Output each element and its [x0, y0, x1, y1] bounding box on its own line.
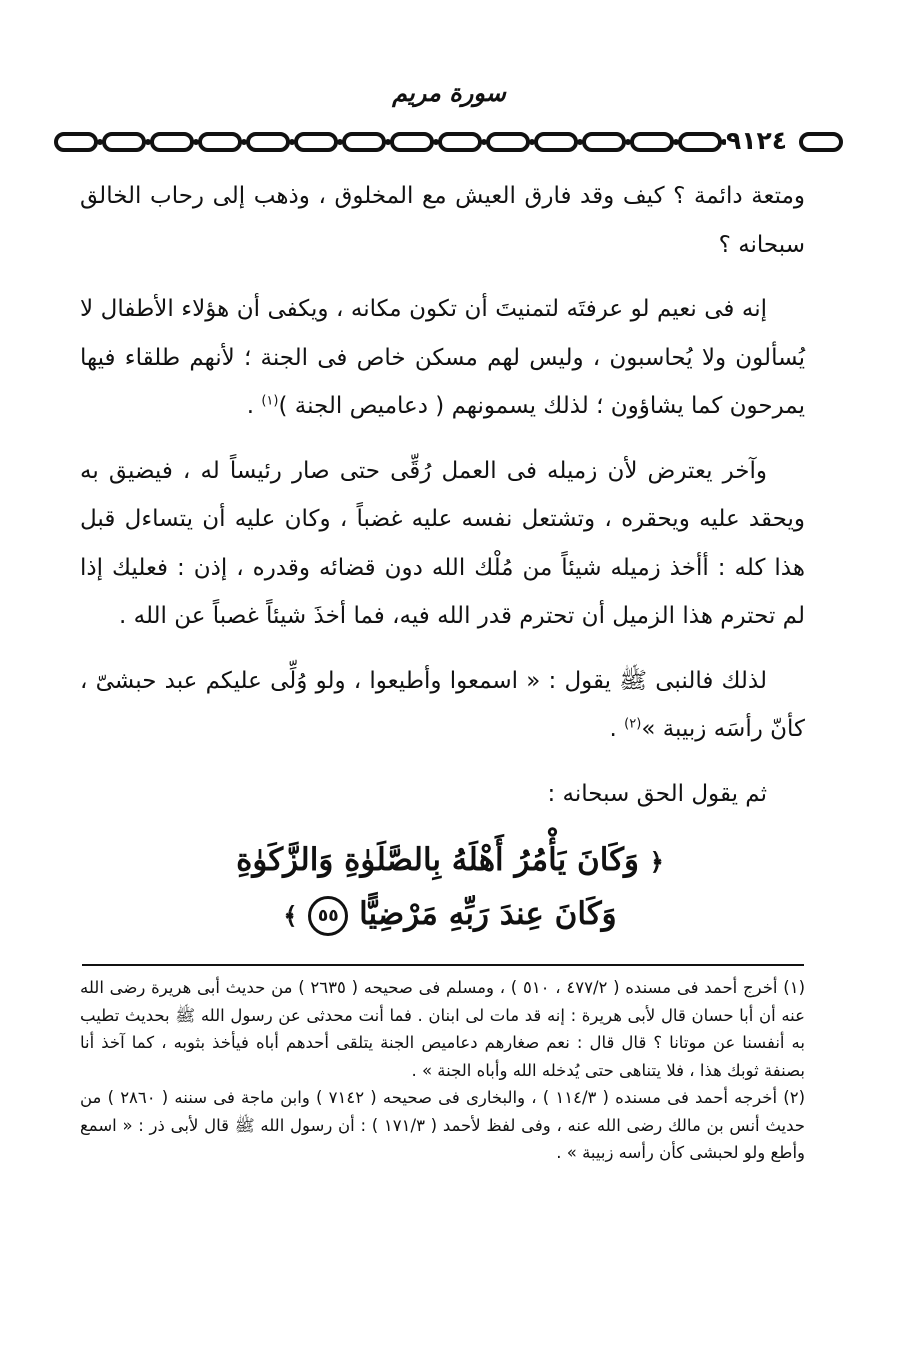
paragraph-1: ومتعة دائمة ؟ كيف وقد فارق العيش مع المخلوق ، وذهب إلى رحاب الخالق سبحانه ؟ [80, 183, 805, 258]
footnote-ref-1: (١) [261, 393, 279, 409]
main-text [80, 172, 805, 818]
footnote-1: (١) أخرج أحمد فى مسنده ( ٤٧٧/٢ ، ٥١٠ ) ، ومسلم فى صحيحه ( ٢٦٣٥ ) من حديث أبى هريرة رضى الله عنه أن أبا حسان قال لأبى هريرة : إنه قد مات لى ابنان . فما أنت محدثى عن رسول الله ﷺ بحديث تطيب به أنفسنا عن موتانا ؟ قال قال : نعم صغارهم دعاميص الجنة يتلقى أحدهم أباه فيأخذ بثوبه ، كما آخذ أنا بصنفة ثوبك هذا ، فلا يتناهى حتى يُدخله الله وأباه الجنة » . [80, 978, 805, 1080]
open-bracket-ornament-icon: ﴿ [649, 847, 664, 876]
header-rule [54, 124, 844, 160]
paragraph-3: وآخر يعترض لأن زميله فى العمل رُقِّى حتى صار رئيساً له ، فيضيق به ويحقد عليه ويحقره ، وتشتعل نفسه عليه غضباً ، وكان عليه أن يتساءل قبل هذا كله : أأخذ زميله شيئاً من مُلْك الله دون قضائه وقدره ، إذن : فعليك إذا لم تحترم هذا الزميل أن تحترم قدر الله فيه، فما أخذَ شيئاً غصباً عن الله . [80, 457, 805, 629]
verse-line-1: ﴿ وَكَانَ يَأْمُرُ أَهْلَهُ بِالصَّلَوٰةِ وَالزَّكَوٰةِ [180, 834, 720, 888]
footnote-ref-2: (٢) [624, 716, 642, 732]
page-number: ٩١٢٤ [726, 126, 788, 155]
footnote-2: (٢) أخرجه أحمد فى مسنده ( ١١٤/٣ ) ، والبخارى فى صحيحه ( ٧١٤٢ ) وابن ماجة فى سننه ( ٢٨٦٠ ) من حديث أنس بن مالك رضى الله عنه ، وفى لفظ لأحمد ( ١٧١/٣ ) : أن رسول الله ﷺ قال لأبى ذر : « اسمع وأطع ولو لحبشى كأن رأسه زبيبة » . [80, 1088, 806, 1162]
close-bracket-ornament-icon: ﴾ [283, 901, 298, 930]
verse-line-2: وَكَانَ عِندَ رَبِّهِ مَرْضِيًّا ٥٥ ﴾ [180, 888, 720, 942]
paragraph-2: إنه فى نعيم لو عرفتَه لتمنيتَ أن تكون مكانه ، ويكفى أن هؤلاء الأطفال لا يُسألون ولا يُحاسبون ، وليس لهم مسكن خاص فى الجنة ؛ لأنهم طلقاء فيها يمرحون كما يشاؤون ؛ لذلك يسمونهم ( دعاميص الجنة )$^{(١)}$ . [80, 296, 805, 419]
chain-ornament-icon [54, 130, 734, 154]
chain-end-icon [798, 130, 844, 154]
paragraph-4: لذلك فالنبى ﷺ يقول : « اسمعوا وأطيعوا ، ولو وُلِّى عليكم عبد حبشىّ ، كأنّ رأسَه زبيبة »$^{(٢)}$ . [80, 667, 805, 742]
surah-title: سورة مريم [392, 78, 506, 107]
page-number-box [726, 124, 844, 158]
footnote-divider [82, 964, 804, 966]
paragraph-5: ثم يقول الحق سبحانه : [547, 780, 767, 807]
quran-verse [180, 834, 720, 942]
footnotes [80, 974, 805, 1167]
ayah-number-badge: ٥٥ [308, 896, 348, 936]
